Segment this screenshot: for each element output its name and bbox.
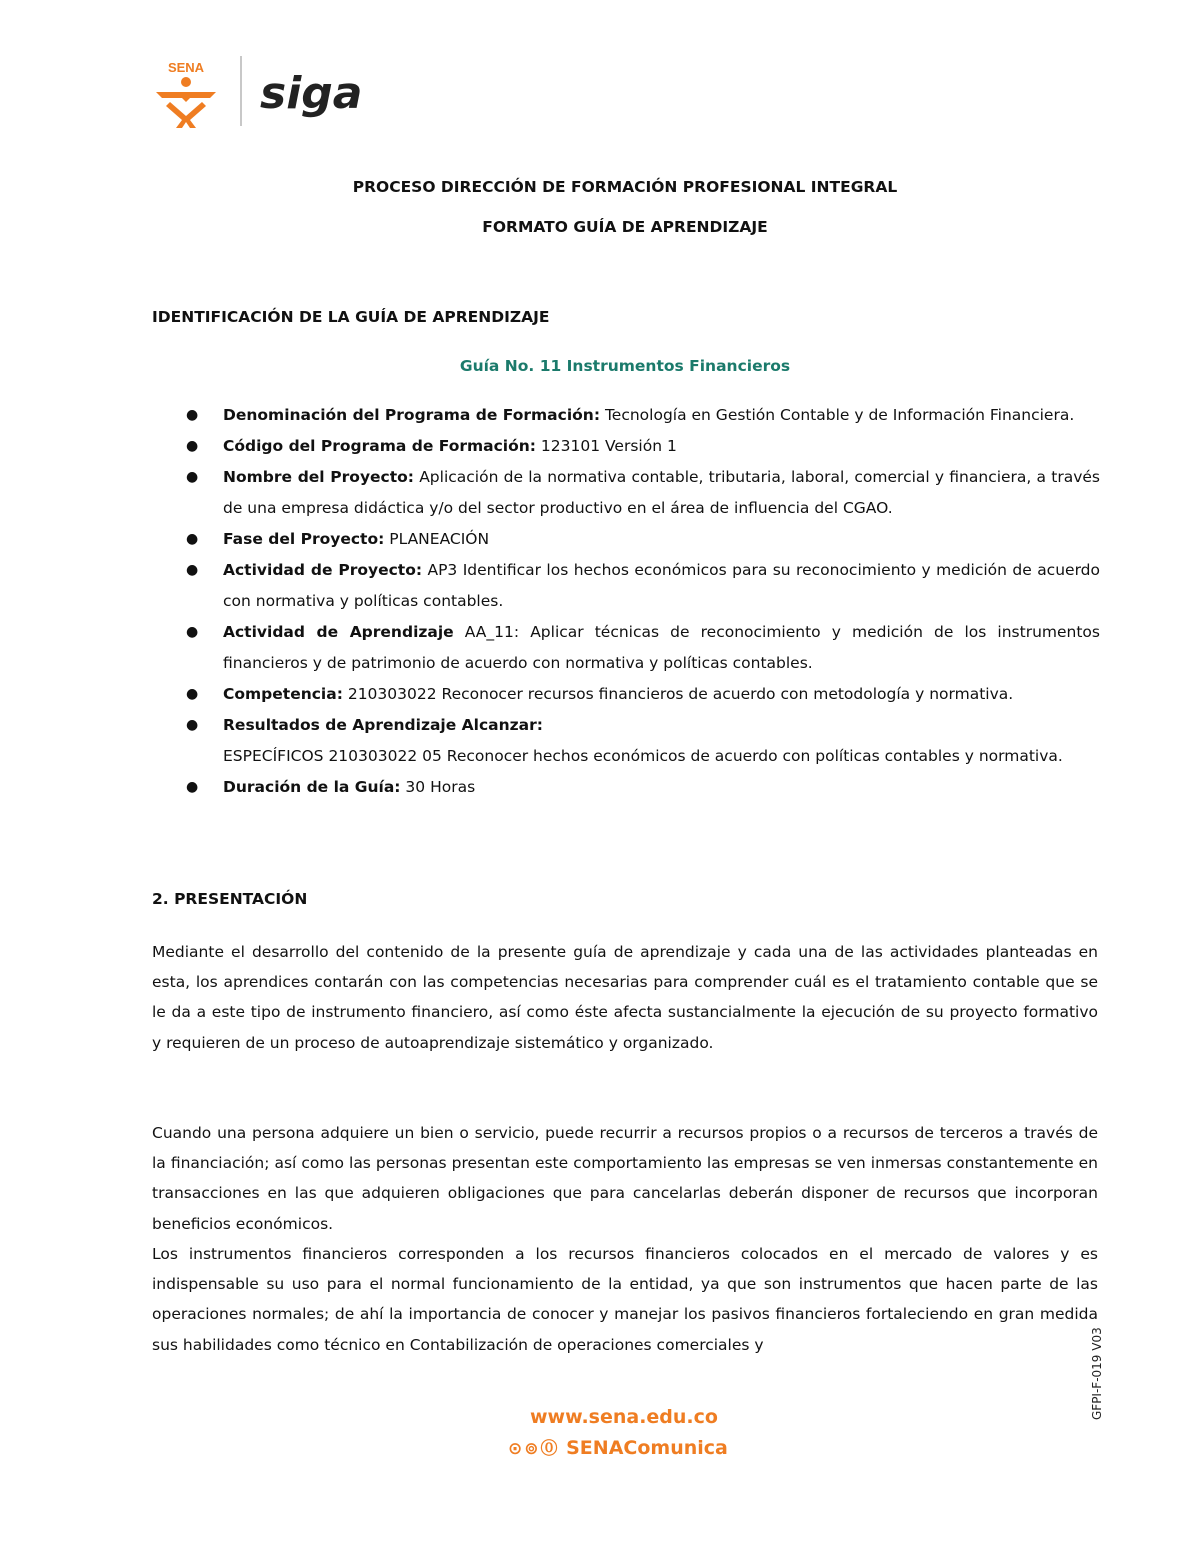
footer-social[interactable] [508, 1434, 728, 1459]
list-item [152, 710, 1100, 772]
bullet-icon: ● [186, 717, 199, 733]
list-item [152, 772, 1100, 803]
item-label: Nombre del Proyecto: [223, 468, 414, 486]
document-code: GFPI-F-019 V03 [1090, 1327, 1104, 1420]
identification-heading: IDENTIFICACIÓN DE LA GUÍA DE APRENDIZAJE [152, 308, 550, 326]
guide-title: Guía No. 11 Instrumentos Financieros [459, 357, 791, 375]
bullet-icon: ● [186, 779, 199, 795]
item-label: Denominación del Programa de Formación: [223, 406, 601, 424]
social-handle: SENAComunica [566, 1437, 728, 1459]
item-label: Actividad de Proyecto: [223, 561, 423, 579]
bullet-icon: ● [186, 624, 199, 640]
facebook-icon: ⓪ [540, 1439, 558, 1459]
process-title: PROCESO DIRECCIÓN DE FORMACIÓN PROFESIONAL INTEGRAL [352, 178, 898, 196]
siga-logo-icon [258, 66, 378, 122]
list-item [152, 555, 1100, 617]
item-label: Actividad de Aprendizaje [223, 623, 454, 641]
item-value: ESPECÍFICOS 210303022 05 Reconocer hechos económicos de acuerdo con políticas contables y normativa. [223, 747, 1063, 765]
guide-info-list [152, 400, 1100, 803]
paragraph: Los instrumentos financieros corresponden a los recursos financieros colocados en el mercado de valores y es indispensable su uso para el normal funcionamiento de la entidad, ya que son instrumentos que hacen parte de las operaciones normales; de ahí la importancia de conocer y manejar los pasivos financieros fortaleciendo en gran medida sus habilidades como técnico en Contabilización de operaciones comerciales y [152, 1245, 1098, 1354]
item-label: Resultados de Aprendizaje Alcanzar: [223, 716, 543, 734]
paragraph: Mediante el desarrollo del contenido de la presente guía de aprendizaje y cada una de las actividades planteadas en esta, los aprendices contarán con las competencias necesarias para comprender cuál es el tratamiento contable que se le da a este tipo de instrumento financiero, así como éste afecta sustancialmente la ejecución de su proyecto formativo y requieren de un proceso de autoaprendizaje sistemático y organizado. [152, 943, 1098, 1052]
item-label: Duración de la Guía: [223, 778, 401, 796]
twitter-icon: ⊙ [508, 1439, 523, 1459]
bullet-icon: ● [186, 469, 199, 485]
sena-logo-icon [150, 58, 222, 130]
item-value: 210303022 Reconocer recursos financieros de acuerdo con metodología y normativa. [342, 685, 1014, 703]
item-label: Fase del Proyecto: [223, 530, 385, 548]
item-label: Competencia: [223, 685, 343, 703]
item-value: AA_11: Aplicar técnicas de reconocimiento y medición de los instrumentos financieros y de patrimonio de acuerdo con normativa y políticas contables. [223, 623, 1100, 672]
list-item [152, 524, 1100, 555]
bullet-icon: ● [186, 531, 199, 547]
item-value: Aplicación de la normativa contable, tributaria, laboral, comercial y financiera, a través de una empresa didáctica y/o del sector productivo en el área de influencia del CGAO. [223, 468, 1100, 517]
item-value: 30 Horas [400, 778, 476, 796]
list-item [152, 400, 1100, 431]
logo-divider [240, 56, 242, 126]
item-value: PLANEACIÓN [384, 530, 490, 548]
item-label: Código del Programa de Formación: [223, 437, 536, 455]
list-item [152, 617, 1100, 679]
section-title-presentation: 2. PRESENTACIÓN [152, 890, 308, 908]
bullet-icon: ● [186, 562, 199, 578]
bullet-icon: ● [186, 686, 199, 702]
list-item [152, 431, 1100, 462]
svg-text:siga: siga [260, 68, 363, 119]
bullet-icon: ● [186, 407, 199, 423]
header-logos [150, 52, 390, 132]
bullet-icon: ● [186, 438, 199, 454]
list-item [152, 679, 1100, 710]
youtube-icon: ⊚ [524, 1439, 539, 1459]
item-value: 123101 Versión 1 [536, 437, 677, 455]
footer-website-link[interactable]: www.sena.edu.co [530, 1406, 718, 1428]
item-value: AP3 Identificar los hechos económicos para su reconocimiento y medición de acuerdo con normativa y políticas contables. [223, 561, 1100, 610]
svg-text:SENA: SENA [167, 60, 205, 75]
paragraph: Cuando una persona adquiere un bien o servicio, puede recurrir a recursos propios o a recursos de terceros a través de la financiación; así como las personas presentan este comportamiento las empresas se ven inmersas constantemente en transacciones en las que adquieren obligaciones que para cancelarlas deberán disponer de recursos que incorporan beneficios económicos. [152, 1124, 1098, 1233]
list-item [152, 462, 1100, 524]
item-value: Tecnología en Gestión Contable y de Información Financiera. [600, 406, 1075, 424]
format-title: FORMATO GUÍA DE APRENDIZAJE [482, 218, 768, 236]
